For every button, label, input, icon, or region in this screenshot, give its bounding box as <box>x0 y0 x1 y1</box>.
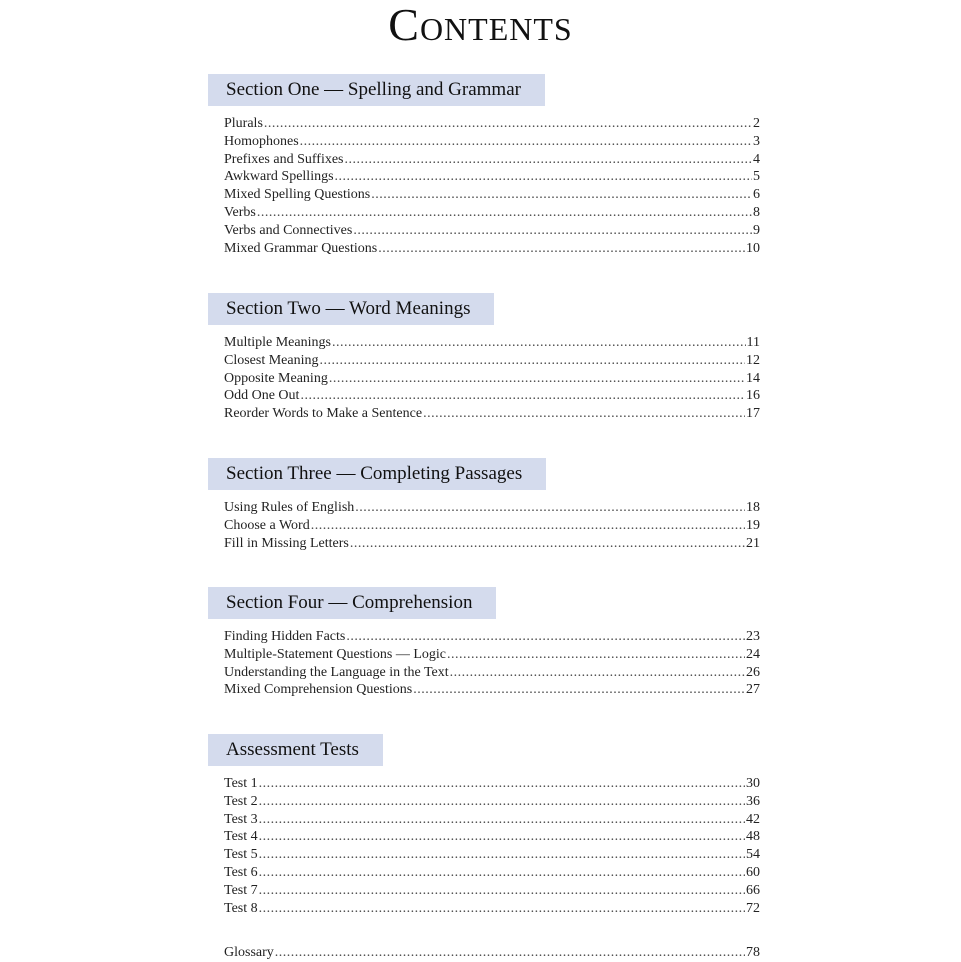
section-word-meanings <box>208 293 760 423</box>
entry-label: Test 2 <box>224 793 258 809</box>
section-heading: Section Two — Word Meanings <box>208 293 494 325</box>
entry-label: Fill in Missing Letters <box>224 535 349 551</box>
toc-entry[interactable] <box>224 864 760 882</box>
toc-entry[interactable] <box>224 628 760 646</box>
toc-entry[interactable] <box>224 882 760 900</box>
entry-page: 30 <box>746 776 760 791</box>
entry-page: 9 <box>753 222 760 238</box>
dot-leader <box>345 151 753 169</box>
dot-leader <box>259 900 745 918</box>
toc-entry[interactable] <box>224 499 760 517</box>
section-heading: Assessment Tests <box>208 734 383 766</box>
entry-page: 11 <box>746 335 760 350</box>
dot-leader <box>378 240 745 258</box>
section-completing-passages <box>208 458 760 552</box>
toc-entry[interactable] <box>224 186 760 204</box>
section-entries <box>208 115 760 257</box>
toc-entry[interactable] <box>224 811 760 829</box>
dot-leader <box>346 628 745 646</box>
section-heading: Section One — Spelling and Grammar <box>208 74 545 106</box>
entry-page: 72 <box>746 900 760 916</box>
page-title: Contents <box>388 0 573 50</box>
toc-entry-glossary[interactable] <box>224 944 760 962</box>
entry-page: 5 <box>753 169 760 185</box>
toc-entry[interactable] <box>224 846 760 864</box>
dot-leader <box>311 517 745 535</box>
entry-page: 12 <box>746 352 760 368</box>
entry-label: Homophones <box>224 133 299 149</box>
entry-label: Choose a Word <box>224 517 310 533</box>
toc-entry[interactable] <box>224 681 760 699</box>
dot-leader <box>300 133 752 151</box>
entry-page: 24 <box>746 646 760 662</box>
entry-page: 78 <box>746 945 760 960</box>
entry-label: Mixed Comprehension Questions <box>224 682 413 698</box>
toc-entry[interactable] <box>224 115 760 133</box>
entry-page: 19 <box>746 517 760 533</box>
dot-leader <box>353 222 752 240</box>
entry-label: Test 1 <box>224 776 258 791</box>
entry-page: 17 <box>746 406 760 422</box>
section-spelling-grammar <box>208 74 760 257</box>
dot-leader <box>423 405 745 423</box>
entry-label: Finding Hidden Facts <box>224 629 346 644</box>
dot-leader <box>259 793 745 811</box>
dot-leader <box>332 334 746 352</box>
dot-leader <box>275 944 745 962</box>
entry-page: 66 <box>746 882 760 898</box>
entry-label: Test 6 <box>224 864 258 880</box>
toc-entry[interactable] <box>224 334 760 352</box>
glossary-entry-block <box>224 944 760 962</box>
entry-page: 42 <box>746 811 760 827</box>
dot-leader <box>371 186 752 204</box>
dot-leader <box>335 168 752 186</box>
section-comprehension <box>208 587 760 699</box>
toc-entry[interactable] <box>224 405 760 423</box>
toc-entry[interactable] <box>224 517 760 535</box>
toc-entry[interactable] <box>224 240 760 258</box>
toc-entry[interactable] <box>224 168 760 186</box>
entry-label: Understanding the Language in the Text <box>224 664 449 680</box>
toc-entry[interactable] <box>224 646 760 664</box>
toc-entry[interactable] <box>224 151 760 169</box>
entry-label: Opposite Meaning <box>224 370 328 386</box>
entry-page: 6 <box>753 187 760 203</box>
dot-leader <box>259 864 745 882</box>
dot-leader <box>447 646 745 664</box>
toc-entry[interactable] <box>224 793 760 811</box>
dot-leader <box>264 115 752 133</box>
toc-entry[interactable] <box>224 828 760 846</box>
entry-label: Test 5 <box>224 847 258 863</box>
entry-page: 3 <box>753 133 760 149</box>
section-heading: Section Three — Completing Passages <box>208 458 546 490</box>
dot-leader <box>259 811 745 829</box>
dot-leader <box>355 499 745 517</box>
section-entries <box>208 499 760 552</box>
toc-entry[interactable] <box>224 900 760 918</box>
dot-leader <box>259 882 745 900</box>
toc-entry[interactable] <box>224 535 760 553</box>
entry-label: Mixed Spelling Questions <box>224 187 371 203</box>
dot-leader <box>259 828 745 846</box>
dot-leader <box>257 204 752 222</box>
entry-label: Closest Meaning <box>224 352 319 368</box>
toc-entry[interactable] <box>224 222 760 240</box>
section-heading: Section Four — Comprehension <box>208 587 496 619</box>
entry-page: 27 <box>746 682 760 698</box>
entry-label: Test 7 <box>224 882 258 898</box>
dot-leader <box>259 775 745 793</box>
entry-page: 48 <box>746 829 760 845</box>
dot-leader <box>329 370 745 388</box>
entry-label: Test 3 <box>224 811 258 827</box>
dot-leader <box>320 352 746 370</box>
dot-leader <box>350 535 745 553</box>
entry-label: Plurals <box>224 116 263 131</box>
dot-leader <box>300 387 745 405</box>
entry-label: Multiple Meanings <box>224 335 331 350</box>
toc-entry[interactable] <box>224 370 760 388</box>
entry-page: 26 <box>746 664 760 680</box>
toc-entry[interactable] <box>224 387 760 405</box>
entry-page: 23 <box>746 629 760 644</box>
entry-label: Mixed Grammar Questions <box>224 240 378 256</box>
entry-page: 4 <box>753 151 760 167</box>
entry-label: Test 4 <box>224 829 258 845</box>
toc-entry[interactable] <box>224 352 760 370</box>
section-assessment-tests <box>208 734 760 917</box>
toc-entry[interactable] <box>224 664 760 682</box>
toc-entry[interactable] <box>224 133 760 151</box>
entry-label: Multiple-Statement Questions — Logic <box>224 646 447 662</box>
entry-page: 16 <box>746 388 760 404</box>
entry-page: 14 <box>746 370 760 386</box>
entry-page: 18 <box>746 500 760 515</box>
section-entries <box>208 334 760 423</box>
entry-label: Using Rules of English <box>224 500 355 515</box>
entry-page: 8 <box>753 204 760 220</box>
toc-entry[interactable] <box>224 775 760 793</box>
entry-label: Glossary <box>224 945 274 960</box>
entry-label: Awkward Spellings <box>224 169 334 185</box>
dot-leader <box>413 681 745 699</box>
entry-page: 60 <box>746 864 760 880</box>
entry-page: 21 <box>746 535 760 551</box>
dot-leader <box>259 846 745 864</box>
entry-label: Prefixes and Suffixes <box>224 151 344 167</box>
entry-label: Odd One Out <box>224 388 300 404</box>
entry-page: 10 <box>746 240 760 256</box>
entry-label: Verbs <box>224 204 256 220</box>
entry-page: 54 <box>746 847 760 863</box>
dot-leader <box>450 664 745 682</box>
entry-label: Verbs and Connectives <box>224 222 353 238</box>
toc-entry[interactable] <box>224 204 760 222</box>
entry-page: 36 <box>746 793 760 809</box>
entry-page: 2 <box>753 116 760 131</box>
entry-label: Reorder Words to Make a Sentence <box>224 406 423 422</box>
section-entries <box>208 775 760 917</box>
section-entries <box>208 628 760 699</box>
entry-label: Test 8 <box>224 900 258 916</box>
